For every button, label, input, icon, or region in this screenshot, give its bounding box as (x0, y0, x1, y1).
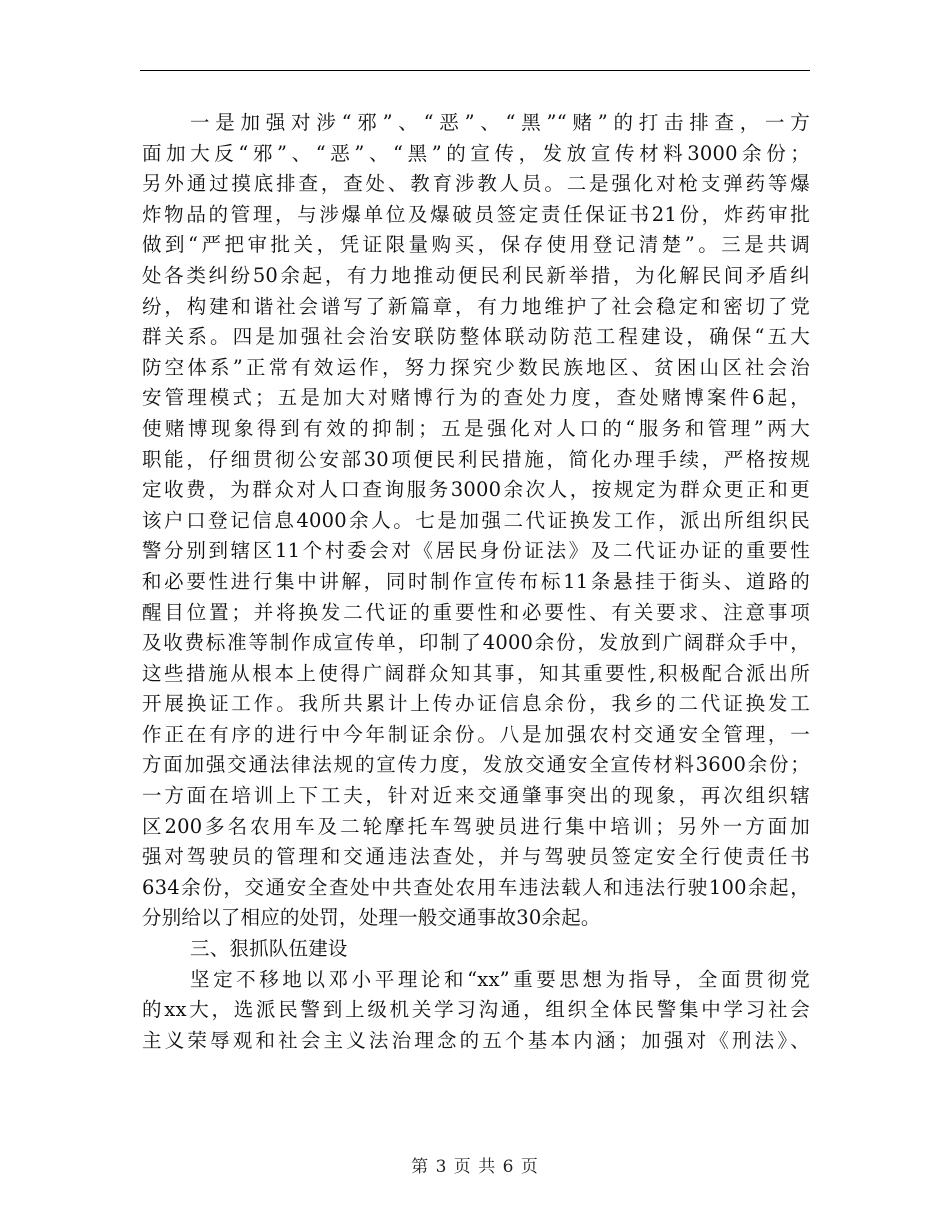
text-line: 及收费标准等制作成宣传单，印制了4000余份，发放到广阔群众手中， (142, 631, 810, 655)
text-line: 和必要性进行集中讲解，同时制作宣传布标11条悬挂于街头、道路的 (142, 569, 810, 593)
text-line: 面加大反“邪”、“恶”、“黑”的宣传，发放宣传材料3000余份； (142, 141, 810, 165)
text-line: 做到“严把审批关，凭证限量购买，保存使用登记清楚”。三是共调 (142, 233, 810, 257)
text-line: 群关系。四是加强社会治安联防整体联动防范工程建设，确保“五大 (142, 325, 810, 349)
text-line: 坚定不移地以邓小平理论和“xx”重要思想为指导，全面贯彻党 (190, 967, 810, 991)
text-line: 定收费，为群众对人口查询服务3000余次人，按规定为群众更正和更 (142, 478, 810, 502)
page-number: 第 3 页 共 6 页 (411, 1157, 539, 1177)
text-line: 强对驾驶员的管理和交通违法查处，并与驾驶员签定安全行使责任书 (142, 845, 810, 869)
text-line: 开展换证工作。我所共累计上传办证信息余份，我乡的二代证换发工 (142, 692, 810, 716)
text-line: 方面加强交通法律法规的宣传力度，发放交通安全宣传材料3600余份； (142, 753, 810, 777)
text-line: 分别给以了相应的处罚，处理一般交通事故30余起。 (142, 906, 601, 930)
text-line: 634余份，交通安全查处中共查处农用车违法载人和违法行驶100余起， (142, 875, 810, 899)
text-line: 另外通过摸底排查，查处、教育涉教人员。二是强化对枪支弹药等爆 (142, 172, 810, 196)
text-line: 一方面在培训上下工夫，针对近来交通肇事突出的现象，再次组织辖 (142, 784, 810, 808)
document-body (142, 108, 810, 1056)
text-line: 防空体系”正常有效运作，努力探究少数民族地区、贫困山区社会治 (142, 355, 810, 379)
text-line: 纷，构建和谐社会谱写了新篇章，有力地维护了社会稳定和密切了党 (142, 294, 810, 318)
text-line: 的xx大，选派民警到上级机关学习沟通，组织全体民警集中学习社会 (142, 998, 810, 1022)
text-line: 炸物品的管理，与涉爆单位及爆破员签定责任保证书21份，炸药审批 (142, 202, 810, 226)
text-line: 安管理模式；五是加大对赌博行为的查处力度，查处赌博案件6起， (142, 386, 810, 410)
text-line: 该户口登记信息4000余人。七是加强二代证换发工作，派出所组织民 (142, 508, 810, 532)
text-line: 醒目位置；并将换发二代证的重要性和必要性、有关要求、注意事项 (142, 600, 810, 624)
text-line: 处各类纠纷50余起，有力地推动便民利民新举措，为化解民间矛盾纠 (142, 263, 810, 287)
header-rule (140, 70, 810, 71)
text-line: 这些措施从根本上使得广阔群众知其事，知其重要性,积极配合派出所 (142, 661, 810, 685)
text-line: 主义荣辱观和社会主义法治理念的五个基本内涵；加强对《刑法》、 (142, 1028, 810, 1052)
text-line: 警分别到辖区11个村委会对《居民身份证法》及二代证办证的重要性 (142, 539, 810, 563)
text-line: 使赌博现象得到有效的抑制；五是强化对人口的“服务和管理”两大 (142, 416, 810, 440)
section-heading: 三、狠抓队伍建设 (190, 937, 348, 961)
text-line: 一是加强对涉“邪”、“恶”、“黑”“赌”的打击排查，一方 (190, 111, 810, 134)
text-line: 作正在有序的进行中今年制证余份。八是加强农村交通安全管理，一 (142, 722, 810, 746)
text-line: 区200多名农用车及二轮摩托车驾驶员进行集中培训；另外一方面加 (142, 814, 810, 838)
text-line: 职能，仔细贯彻公安部30项便民利民措施，简化办理手续，严格按规 (142, 447, 810, 471)
